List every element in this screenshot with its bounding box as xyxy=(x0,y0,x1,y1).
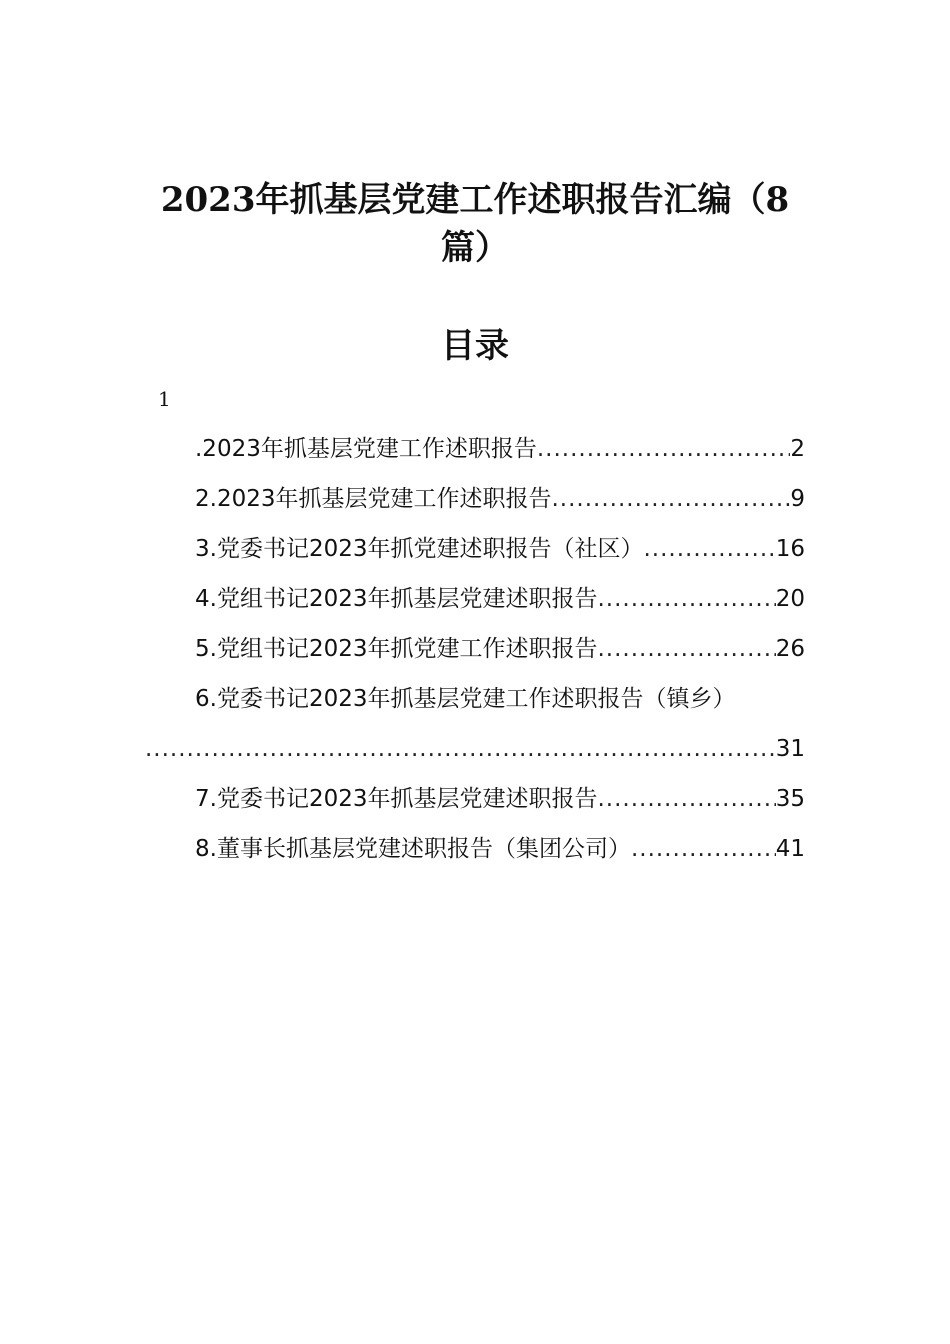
toc-dot-leader xyxy=(643,531,775,567)
toc-dot-leader xyxy=(597,781,775,817)
toc-dot-leader xyxy=(145,731,776,767)
toc-entry-5[interactable] xyxy=(145,631,805,681)
toc-entry-1[interactable] xyxy=(145,431,805,481)
toc-entry-2[interactable] xyxy=(145,481,805,531)
toc-page-number: 16 xyxy=(775,536,805,562)
toc-entry-8[interactable] xyxy=(145,831,805,881)
toc-entry-label: 8.董事长抓基层党建述职报告（集团公司） xyxy=(195,836,631,862)
toc-dot-leader xyxy=(597,581,775,617)
toc-entry-4[interactable] xyxy=(145,581,805,631)
toc-entry-6[interactable] xyxy=(145,681,805,781)
toc-entry-label: 7.党委书记2023年抓基层党建述职报告 xyxy=(195,786,598,812)
toc-entry-label: 6.党委书记2023年抓基层党建工作述职报告（镇乡） xyxy=(195,686,736,712)
toc-page-number: 20 xyxy=(775,586,805,612)
toc-entry-label: .2023年抓基层党建工作述职报告 xyxy=(195,436,537,462)
toc-entry-7[interactable] xyxy=(145,781,805,831)
toc-entry-label: 5.党组书记2023年抓党建工作述职报告 xyxy=(195,636,598,662)
document-title-line-1: 2023年抓基层党建工作述职报告汇编（8 xyxy=(160,180,790,220)
toc-dot-leader xyxy=(631,831,776,867)
toc-page-number: 9 xyxy=(790,486,805,512)
toc-page-number: 31 xyxy=(775,736,805,762)
toc-dot-leader xyxy=(551,481,790,517)
toc-page-number: 35 xyxy=(775,786,805,812)
toc-entry-label: 3.党委书记2023年抓党建述职报告（社区） xyxy=(195,536,644,562)
toc-heading: 目录 xyxy=(441,326,509,366)
document-title-line-2: 篇） xyxy=(441,228,509,268)
toc-entry-label: 4.党组书记2023年抓基层党建述职报告 xyxy=(195,586,598,612)
toc-page-number: 26 xyxy=(775,636,805,662)
list-number-marker: 1 xyxy=(158,387,171,411)
toc-page-number: 2 xyxy=(790,436,805,462)
toc-entry-continuation xyxy=(145,731,805,781)
toc-dot-leader xyxy=(597,631,775,667)
toc-dot-leader xyxy=(537,431,791,467)
toc-page-number: 41 xyxy=(775,836,805,862)
toc-entry-label: 2.2023年抓基层党建工作述职报告 xyxy=(195,486,552,512)
toc-entry-3[interactable] xyxy=(145,531,805,581)
table-of-contents xyxy=(145,431,805,881)
